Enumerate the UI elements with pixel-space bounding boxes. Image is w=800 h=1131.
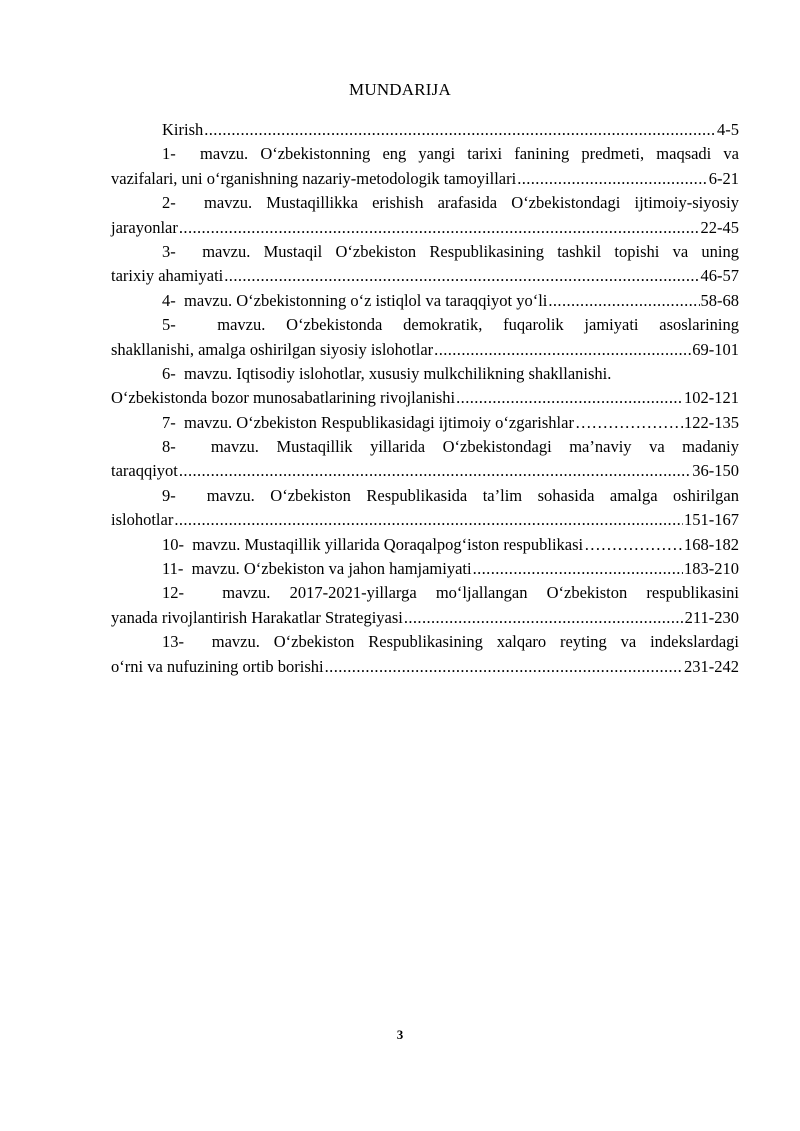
dot-leader [404, 606, 684, 630]
toc-entry-pages: 22-45 [700, 217, 739, 237]
toc-entry-title: 6- mavzu. Iqtisodiy islohotlar, xususiy mulkchilikning shakllanishi. [162, 363, 612, 383]
toc-entry-pages: 69-101 [692, 339, 739, 359]
toc-entry-title: 12- mavzu. 2017-2021-yillarga mo‘ljallangan O‘zbekiston respublikasini [162, 583, 739, 603]
dot-leader [325, 655, 683, 679]
toc-entry-pages: 231-242 [684, 656, 739, 676]
toc-entry-title: 9- mavzu. O‘zbekiston Respublikasida ta’lim sohasida amalga oshirilgan [162, 485, 739, 505]
dot-leader [548, 289, 699, 313]
dot-leader [434, 338, 691, 362]
toc-entry-pages: 58-68 [700, 290, 739, 310]
toc-entry-title: 2- mavzu. Mustaqillikka erishish arafasida O‘zbekistondagi ijtimoiy-siyosiy [162, 193, 739, 213]
toc-entry-pages: 211-230 [684, 607, 739, 627]
toc-entry-topic-11[interactable] [111, 557, 739, 581]
toc-entry-title: 4- mavzu. O‘zbekistonning o‘z istiqlol va taraqqiyot yo‘li [162, 290, 548, 310]
toc-entry-topic-13[interactable] [111, 630, 739, 679]
toc-entry-pages: 6-21 [708, 168, 739, 188]
toc-entry-title: 3- mavzu. Mustaqil O‘zbekiston Respublikasining tashkil topishi va uning [162, 241, 739, 261]
toc-entry-pages: 168-182 [684, 534, 739, 554]
dot-leader [517, 167, 708, 191]
toc-entry-title-cont: taraqqiyot [111, 461, 178, 481]
toc-entry-title: 1- mavzu. O‘zbekistonning eng yangi tarixi fanining predmeti, maqsadi va [162, 144, 739, 164]
toc-entry-pages: 36-150 [692, 461, 739, 481]
table-of-contents [111, 118, 739, 679]
toc-entry-title-cont: shakllanishi, amalga oshirilgan siyosiy islohotlar [111, 339, 434, 359]
toc-entry-title-cont: o‘rni va nufuzining ortib borishi [111, 656, 324, 676]
toc-entry-topic-10[interactable] [111, 533, 739, 557]
dot-leader [224, 264, 699, 288]
toc-entry-title-cont: O‘zbekistonda bozor munosabatlarining rivojlanishi [111, 388, 456, 408]
toc-entry-introduction[interactable] [111, 118, 739, 142]
dot-leader [584, 533, 683, 557]
toc-entry-topic-6[interactable] [111, 362, 739, 411]
page-number: 3 [396, 1027, 404, 1042]
toc-entry-title-cont: islohotlar [111, 510, 174, 530]
toc-entry-topic-1[interactable] [111, 142, 739, 191]
toc-entry-title: Kirish [162, 120, 204, 139]
toc-entry-title-cont: tarixiy ahamiyati [111, 266, 224, 286]
toc-entry-title-cont: jarayonlar [111, 217, 178, 237]
toc-entry-title: 11- mavzu. O‘zbekiston va jahon hamjamiyati [162, 559, 472, 579]
toc-entry-topic-12[interactable] [111, 581, 739, 630]
toc-entry-title: 8- mavzu. Mustaqillik yillarida O‘zbekistondagi ma’naviy va madaniy [162, 437, 739, 457]
toc-entry-topic-3[interactable] [111, 240, 739, 289]
toc-entry-topic-2[interactable] [111, 191, 739, 240]
dot-leader [575, 411, 683, 435]
toc-entry-topic-5[interactable] [111, 313, 739, 362]
toc-entry-title-cont: yanada rivojlantirish Harakatlar Strategiyasi [111, 607, 403, 627]
toc-entry-topic-9[interactable] [111, 484, 739, 533]
toc-entry-title-cont: vazifalari, uni o‘rganishning nazariy-metodologik tamoyillari [111, 168, 517, 188]
toc-entry-pages: 46-57 [700, 266, 739, 286]
dot-leader [179, 459, 691, 483]
toc-entry-topic-8[interactable] [111, 435, 739, 484]
toc-entry-pages: 102-121 [684, 388, 739, 408]
toc-entry-title: 5- mavzu. O‘zbekistonda demokratik, fuqarolik jamiyati asoslarining [162, 315, 739, 335]
dot-leader [456, 386, 683, 410]
page-title: MUNDARIJA [349, 80, 451, 99]
toc-entry-topic-4[interactable] [111, 289, 739, 313]
toc-entry-title: 7- mavzu. O‘zbekiston Respublikasidagi ijtimoiy o‘zgarishlar [162, 412, 574, 432]
toc-entry-pages: 151-167 [684, 510, 739, 530]
dot-leader [174, 508, 683, 532]
dot-leader [473, 557, 683, 581]
toc-entry-pages: 183-210 [684, 559, 739, 579]
toc-entry-topic-7[interactable] [111, 411, 739, 435]
dot-leader [204, 118, 716, 142]
toc-entry-pages: 4-5 [717, 120, 739, 139]
toc-entry-pages: 122-135 [684, 412, 739, 432]
toc-entry-title: 13- mavzu. O‘zbekiston Respublikasining xalqaro reyting va indekslardagi [162, 632, 739, 652]
dot-leader [179, 216, 700, 240]
toc-entry-title: 10- mavzu. Mustaqillik yillarida Qoraqalpog‘iston respublikasi [162, 534, 584, 554]
